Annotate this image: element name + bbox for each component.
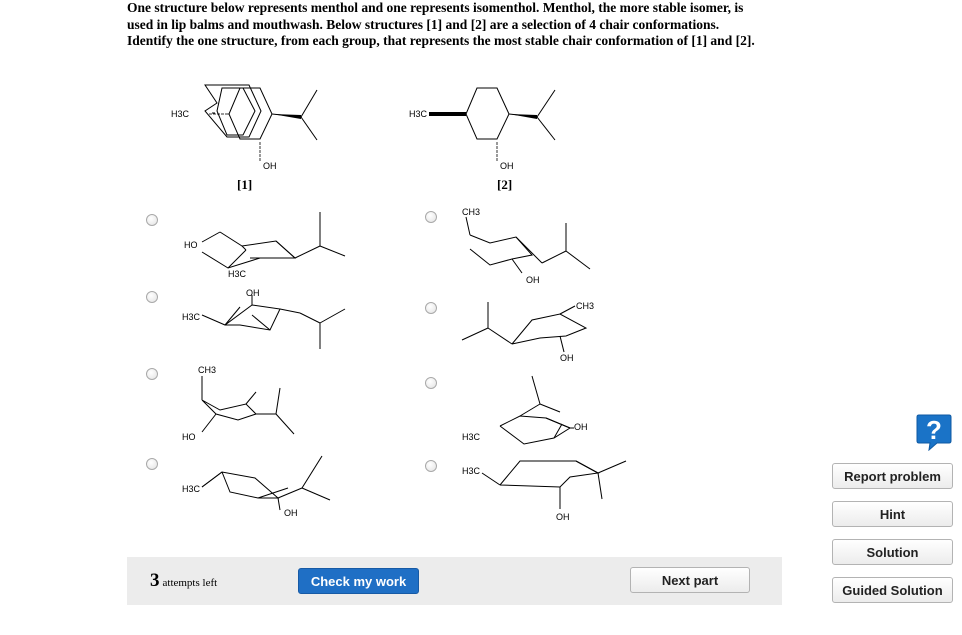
attempts-count: 3	[150, 570, 160, 591]
report-problem-button[interactable]: Report problem	[832, 463, 953, 489]
option-right-2-structure	[460, 298, 640, 368]
or1-oh-label: OH	[526, 275, 540, 285]
option-right-3-structure	[460, 372, 640, 452]
option-right-4-structure	[460, 455, 640, 530]
guided-solution-button[interactable]: Guided Solution	[832, 577, 953, 603]
ol4-methyl-label: H3C	[182, 484, 201, 494]
s1-oh-label: OH	[263, 161, 277, 171]
s1-label: [1]	[237, 177, 253, 192]
structure-2	[405, 85, 585, 200]
hint-button[interactable]: Hint	[832, 501, 953, 527]
solution-button[interactable]: Solution	[832, 539, 953, 565]
or4-methyl-label: H3C	[462, 466, 481, 476]
s2-label: [2]	[497, 177, 513, 192]
option-right-2-radio[interactable]	[425, 302, 437, 314]
ol2-oh-label: OH	[246, 288, 260, 298]
option-right-3-radio[interactable]	[425, 377, 437, 389]
check-my-work-button[interactable]: Check my work	[298, 568, 419, 594]
structure-1	[165, 85, 345, 200]
attempts-counter	[150, 570, 217, 592]
question-text: One structure below represents menthol and one represents isomenthol. Menthol, the more stable isomer, is used in lip balms and mouthwash. Below structures [1] and [2] are a selection of 4 chair conformations. Identify the one structure, from each group, that represents the most stable chair conformation of [1] and [2].	[127, 0, 755, 48]
option-left-1-radio[interactable]	[146, 214, 158, 226]
help-icon[interactable]	[915, 413, 953, 451]
option-left-2-structure	[180, 285, 360, 355]
s1-methyl-label: H3C	[171, 109, 190, 119]
or4-oh-label: OH	[556, 512, 570, 522]
or3-oh-label: OH	[574, 422, 588, 432]
ol1-ho-label: HO	[184, 240, 198, 250]
ol2-methyl-label: H3C	[182, 312, 201, 322]
option-left-3-radio[interactable]	[146, 368, 158, 380]
attempts-text: attempts left	[162, 577, 218, 589]
ol1-methyl-label: H3C	[228, 269, 247, 279]
or2-oh-label: OH	[560, 353, 574, 363]
help-symbol: ?	[926, 415, 942, 445]
option-left-2-radio[interactable]	[146, 291, 158, 303]
ol3-methyl-label: CH3	[198, 365, 217, 375]
ol3-ho-label: HO	[182, 432, 196, 442]
or3-methyl-label: H3C	[462, 432, 481, 442]
option-left-3-structure	[180, 362, 360, 447]
or1-methyl-label: CH3	[462, 207, 481, 217]
option-right-4-radio[interactable]	[425, 460, 437, 472]
option-left-4-structure	[180, 452, 360, 527]
s2-methyl-label: H3C	[409, 109, 428, 119]
option-left-1-structure	[180, 210, 360, 280]
option-left-4-radio[interactable]	[146, 458, 158, 470]
ol4-oh-label: OH	[284, 508, 298, 518]
s2-oh-label: OH	[500, 161, 514, 171]
next-part-button[interactable]: Next part	[630, 567, 750, 593]
option-right-1-radio[interactable]	[425, 211, 437, 223]
option-right-1-structure	[460, 205, 640, 285]
or2-methyl-label: CH3	[576, 301, 595, 311]
